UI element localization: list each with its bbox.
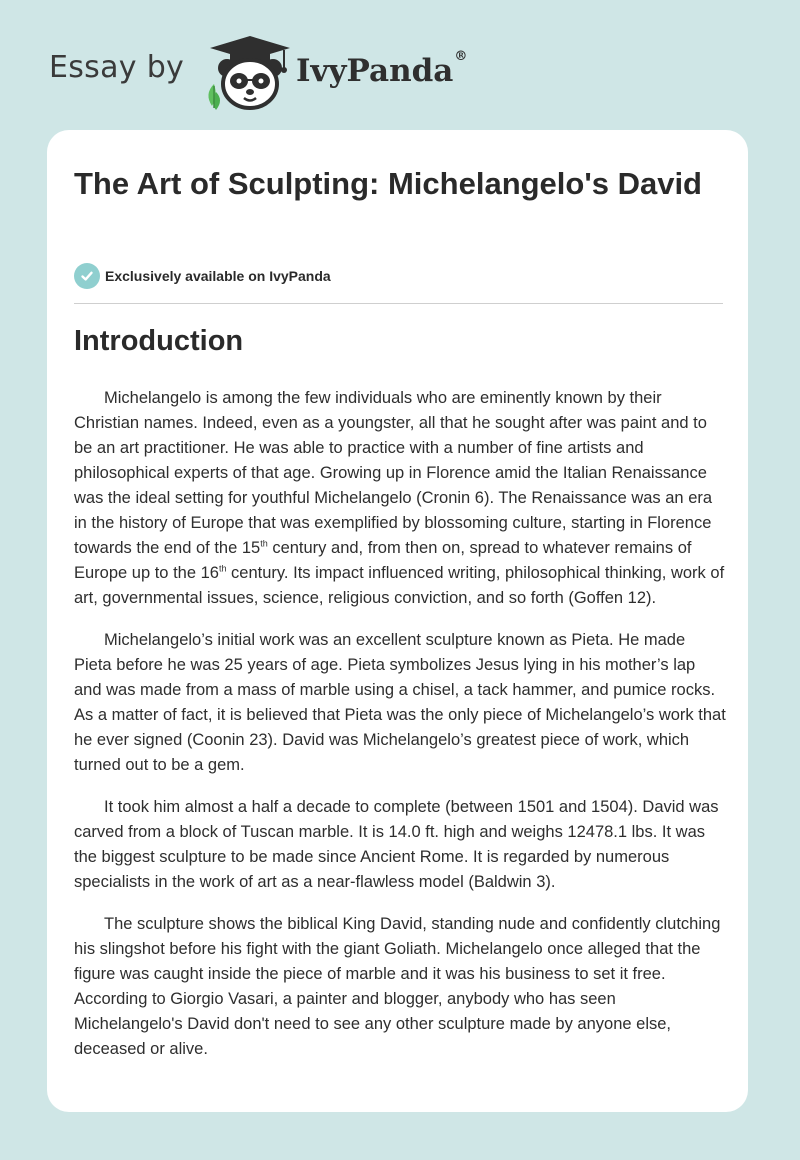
divider [74, 303, 723, 304]
section-heading: Introduction [74, 325, 244, 357]
article-body [74, 386, 726, 1079]
badge-text: Exclusively available on IvyPanda [105, 268, 331, 284]
panda-graduate-logo-icon[interactable] [200, 34, 300, 110]
essay-card [47, 130, 748, 1112]
registered-mark: ® [454, 49, 468, 64]
paragraph: Michelangelo is among the few individuals who are eminently known by their Christian names. Indeed, even as a youngster, all that he sought after was paint and to be an art practitioner. He was able to practice with a number of fine artists and philosophical experts of that age. Growing up in Florence amid the Italian Renaissance was the ideal setting for youthful Michelangelo (Cronin 6). The Renaissance was an era in the history of Europe that was exemplified by blossoming culture, starting in Florence towards the end of the 15th century and, from then on, spread to whatever remains of Europe up to the 16th century. Its impact influenced writing, philosophical thinking, work of art, governmental issues, science, religious conviction, and so forth (Goffen 12). [74, 389, 725, 607]
paragraph: Michelangelo’s initial work was an excellent sculpture known as Pieta. He made Pieta before he was 25 years of age. Pieta symbolizes Jesus lying in his mother’s lap and was made from a mass of marble using a chisel, a tack hammer, and pumice rocks. As a matter of fact, it is believed that Pieta was the only piece of Michelangelo’s work that he ever signed (Coonin 23). David was Michelangelo’s greatest piece of work, which turned out to be a gem. [74, 631, 726, 774]
paragraph: It took him almost a half a decade to complete (between 1501 and 1504). David was carved from a block of Tuscan marble. It is 14.0 ft. high and weighs 12478.1 lbs. It was the biggest sculpture to be made since Ancient Rome. It is regarded by numerous specialists in the work of art as a near-flawless model (Baldwin 3). [74, 798, 719, 891]
brand-name[interactable]: IvyPanda® [296, 49, 468, 89]
paragraph: The sculpture shows the biblical King David, standing nude and confidently clutching his slingshot before his fight with the giant Goliath. Michelangelo once alleged that the figure was caught inside the piece of marble and it was his business to set it free. According to Giorgio Vasari, a painter and blogger, anybody who has seen Michelangelo's David don't need to see any other sculpture made by anyone else, deceased or alive. [74, 915, 721, 1058]
site-header [0, 0, 800, 120]
essay-by-label: Essay by [49, 50, 185, 85]
page-title: The Art of Sculpting: Michelangelo's David [74, 166, 702, 201]
check-circle-icon [74, 263, 100, 289]
exclusive-badge [74, 263, 331, 289]
